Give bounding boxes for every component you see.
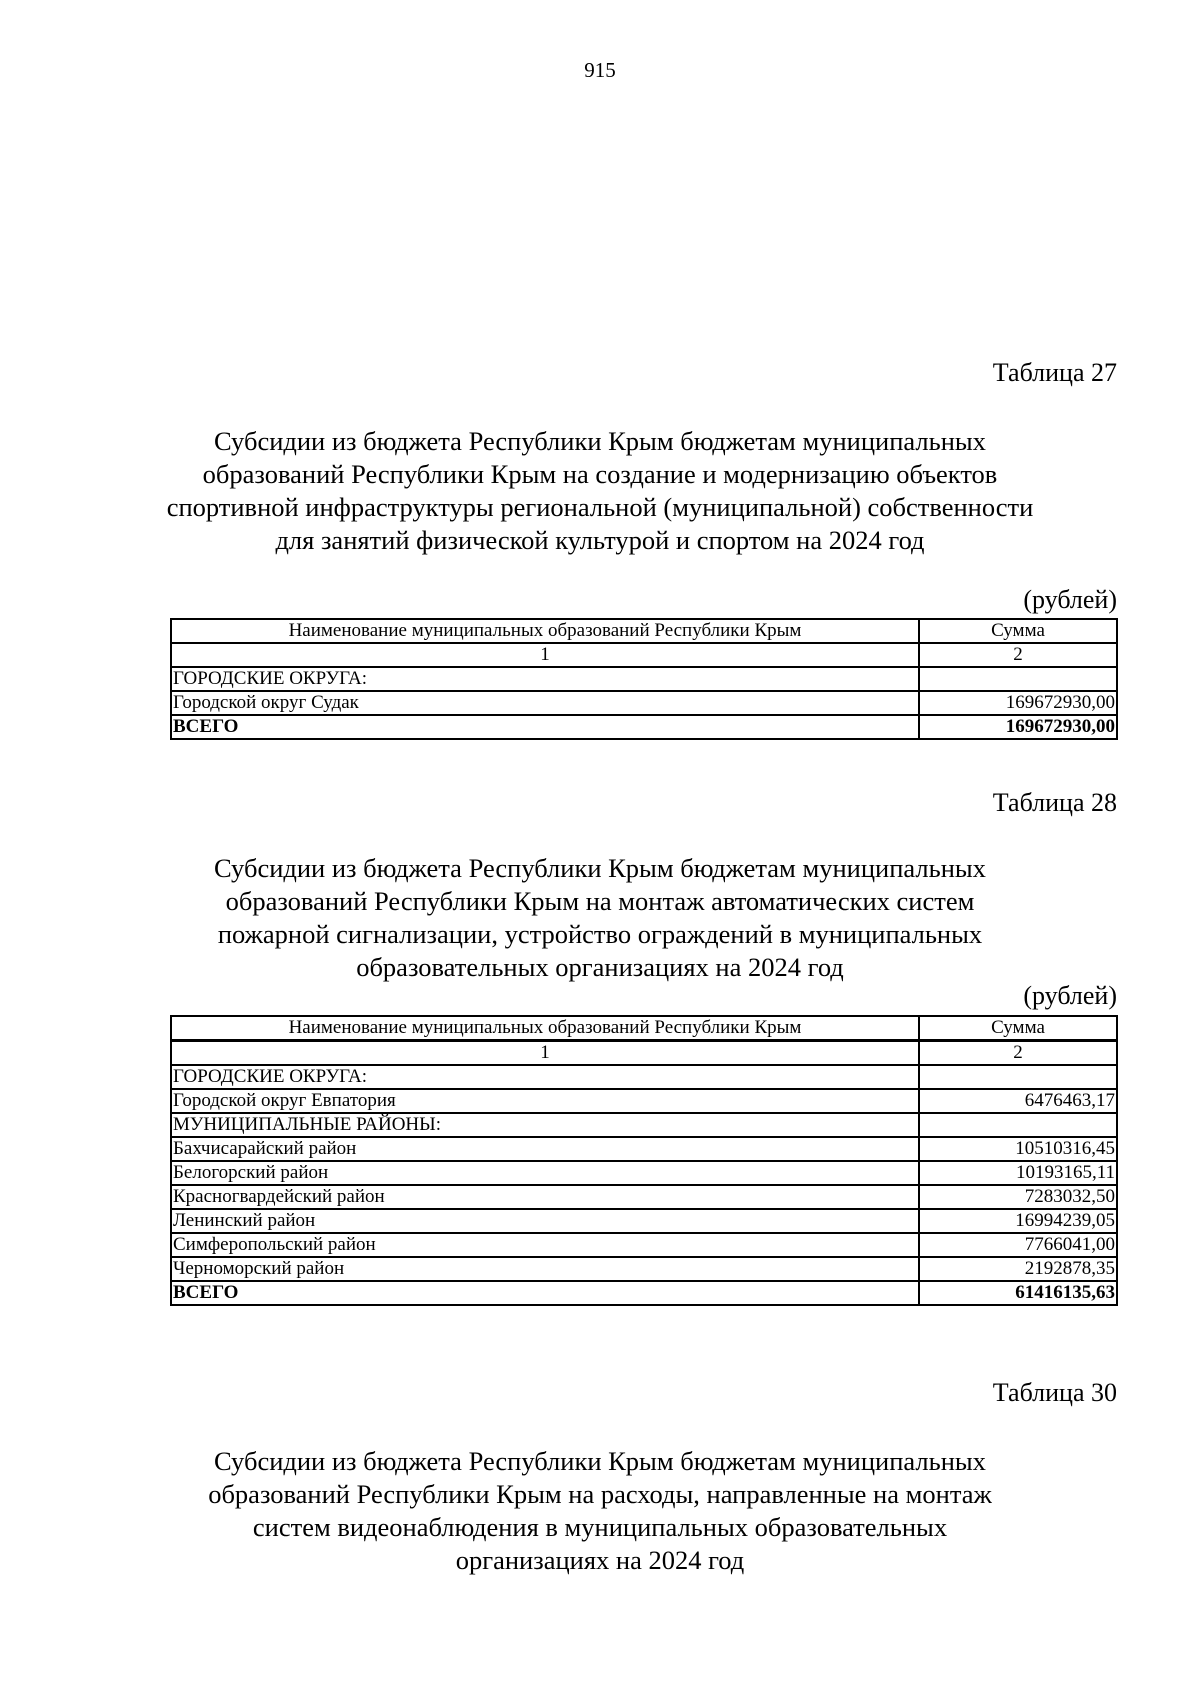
table-row — [171, 691, 1117, 715]
table-28-title — [150, 852, 1050, 984]
row-sum — [919, 1113, 1117, 1137]
table-row — [171, 667, 1117, 691]
row-name: ГОРОДСКИЕ ОКРУГА: — [171, 667, 919, 691]
header-row — [171, 619, 1117, 643]
table-row — [171, 1161, 1117, 1185]
total-label: ВСЕГО — [171, 1281, 919, 1305]
row-name: Бахчисарайский район — [171, 1137, 919, 1161]
row-name: Симферопольский район — [171, 1233, 919, 1257]
total-sum: 61416135,63 — [919, 1281, 1117, 1305]
column-number: 1 — [171, 643, 919, 667]
title-line: спортивной инфраструктуры региональной (муниципальной) собственности — [166, 492, 1034, 522]
row-name: Ленинский район — [171, 1209, 919, 1233]
table-30-label: Таблица 30 — [992, 1378, 1117, 1407]
table-row — [171, 1137, 1117, 1161]
title-line: образований Республики Крым на расходы, направленные на монтаж — [208, 1479, 992, 1509]
table-row — [171, 1257, 1117, 1281]
title-line: Субсидии из бюджета Республики Крым бюджетам муниципальных — [214, 1446, 986, 1476]
table-28-unit: (рублей) — [1023, 981, 1117, 1010]
table-28-label: Таблица 28 — [992, 788, 1117, 817]
table-27-title — [150, 425, 1050, 557]
row-sum: 7283032,50 — [919, 1185, 1117, 1209]
column-header-name: Наименование муниципальных образований Республики Крым — [171, 619, 919, 643]
table-row — [171, 1065, 1117, 1089]
table-row — [171, 1089, 1117, 1113]
column-number-row — [171, 1041, 1117, 1066]
title-line: организациях на 2024 год — [455, 1545, 745, 1575]
column-number: 2 — [919, 643, 1117, 667]
total-sum: 169672930,00 — [919, 715, 1117, 739]
title-line: Субсидии из бюджета Республики Крым бюджетам муниципальных — [214, 426, 986, 456]
row-name: Белогорский район — [171, 1161, 919, 1185]
title-line: образований Республики Крым на создание и модернизацию объектов — [202, 459, 998, 489]
total-row — [171, 715, 1117, 739]
row-sum: 6476463,17 — [919, 1089, 1117, 1113]
row-name: Городской округ Судак — [171, 691, 919, 715]
table-row — [171, 1209, 1117, 1233]
total-row — [171, 1281, 1117, 1305]
column-number-row — [171, 643, 1117, 667]
table-27-unit: (рублей) — [1023, 585, 1117, 614]
title-line: пожарной сигнализации, устройство ограждений в муниципальных — [217, 919, 983, 949]
row-name: Черноморский район — [171, 1257, 919, 1281]
title-line: систем видеонаблюдения в муниципальных образовательных — [252, 1512, 948, 1542]
row-name: Красногвардейский район — [171, 1185, 919, 1209]
title-line: для занятий физической культурой и спортом на 2024 год — [275, 525, 925, 555]
row-sum: 16994239,05 — [919, 1209, 1117, 1233]
header-row — [171, 1016, 1117, 1041]
total-label: ВСЕГО — [171, 715, 919, 739]
table-30-title — [150, 1445, 1050, 1577]
table-row — [171, 1113, 1117, 1137]
row-sum — [919, 1065, 1117, 1089]
row-sum: 7766041,00 — [919, 1233, 1117, 1257]
table-27-label: Таблица 27 — [992, 358, 1117, 387]
table-row — [171, 1233, 1117, 1257]
row-sum: 2192878,35 — [919, 1257, 1117, 1281]
column-number: 2 — [919, 1041, 1117, 1066]
table-27 — [170, 618, 1118, 740]
page-number: 915 — [584, 58, 616, 82]
column-header-sum: Сумма — [919, 1016, 1117, 1041]
title-line: образовательных организациях на 2024 год — [356, 952, 844, 982]
table-28 — [170, 1015, 1118, 1306]
column-header-name: Наименование муниципальных образований Республики Крым — [171, 1016, 919, 1041]
table-row — [171, 1185, 1117, 1209]
column-number: 1 — [171, 1041, 919, 1066]
title-line: Субсидии из бюджета Республики Крым бюджетам муниципальных — [214, 853, 986, 883]
row-name: ГОРОДСКИЕ ОКРУГА: — [171, 1065, 919, 1089]
title-line: образований Республики Крым на монтаж автоматических систем — [225, 886, 975, 916]
row-sum: 10510316,45 — [919, 1137, 1117, 1161]
row-sum — [919, 667, 1117, 691]
row-sum: 10193165,11 — [919, 1161, 1117, 1185]
row-name: МУНИЦИПАЛЬНЫЕ РАЙОНЫ: — [171, 1113, 919, 1137]
column-header-sum: Сумма — [919, 619, 1117, 643]
row-name: Городской округ Евпатория — [171, 1089, 919, 1113]
row-sum: 169672930,00 — [919, 691, 1117, 715]
